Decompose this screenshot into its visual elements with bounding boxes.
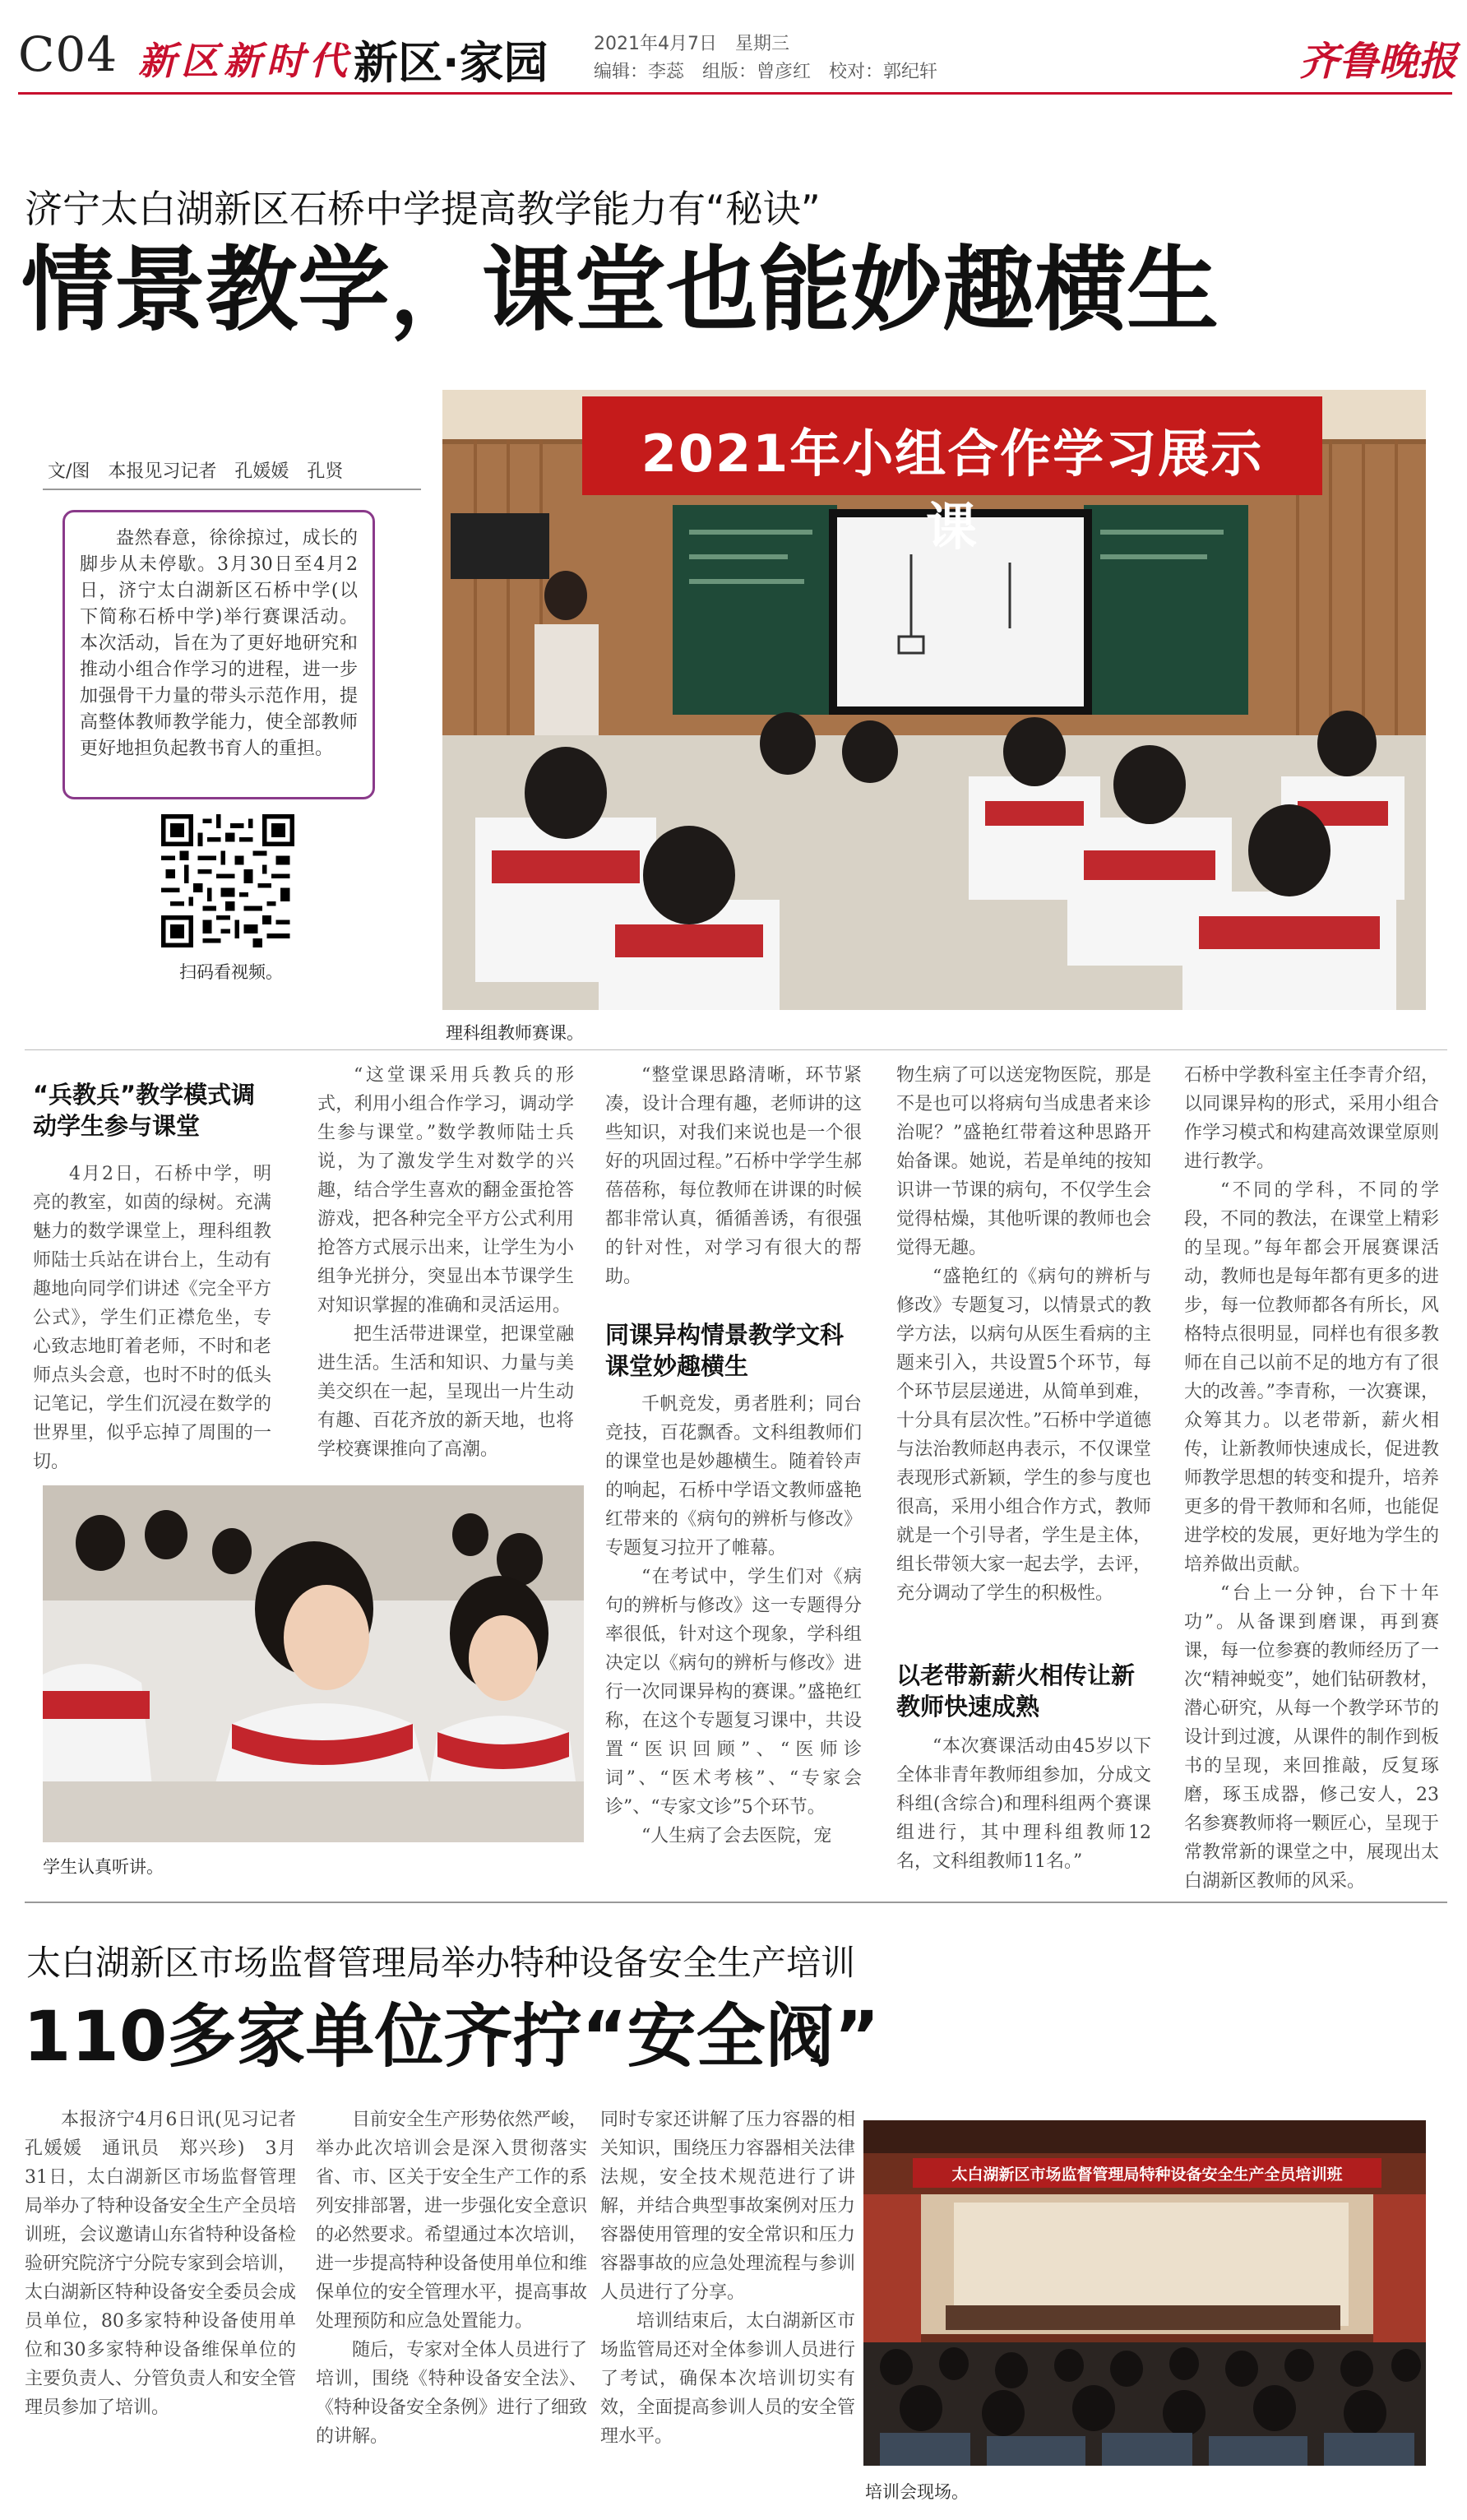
article1-col2 (317, 1061, 574, 1476)
training-banner-text: 太白湖新区市场监督管理局特种设备安全生产全员培训班 (951, 2166, 1343, 2184)
col5-paragraph-1: 石桥中学教科室主任李青介绍，以同课异构的形式，采用小组合作学习模式和构建高效课堂原则进行教学。 (1184, 1065, 1439, 1172)
article1-col4-bottom (896, 1732, 1151, 1880)
qr-caption: 扫码看视频。 (179, 962, 283, 982)
photo1-caption: 理科组教师赛课。 (446, 1023, 584, 1043)
col4-paragraph-3: “本次赛课活动由45岁以下全体非青年教师组参加，分成文科组(含综合)和理科组两个赛课组进行，其中理科组教师12名，文科组教师11名。” (896, 1736, 1151, 1872)
article2-col3-paragraph-1: 同时专家还讲解了压力容器的相关知识，围绕压力容器相关法律法规，安全技术规范进行了讲解，并结合典型事故案例对压力容器使用管理的安全常识和压力容器事故的应急处理流程与参训人员进行了分享。 (600, 2110, 855, 2303)
article1-kicker: 济宁太白湖新区石桥中学提高教学能力有“秘诀” (25, 187, 821, 231)
col2-paragraph-1: “这堂课采用兵教兵的形式，利用小组合作学习，调动学生参与课堂。”数学教师陆士兵说，为了激发学生对数学的兴趣，结合学生喜欢的翻金蛋抢答游戏，把各种完全平方公式利用抢答方式展示出来，让学生为小组争光拼分，突显出本节课学生对知识掌握的准确和灵活运用。 (317, 1065, 574, 1316)
col4-paragraph-2: “盛艳红的《病句的辨析与修改》专题复习，以情景式的教学方法，以病句从医生看病的主题来引入，共设置5个环节，每个环节层层递进，从简单到难，十分具有层次性。”石桥中学道德与法治教师赵冉表示，不仅课堂表现形式新颖，学生的参与度也很高，采用小组合作方式，教师就是一个引导者，学生是主体，组长带领大家一起去学，去评，充分调动了学生的积极性。 (896, 1267, 1151, 1604)
col3-paragraph-4: “人生病了会去医院，宠 (641, 1826, 832, 1846)
article2-headline: 110多家单位齐拧“安全阀” (23, 1996, 880, 2077)
article2-col2-paragraph-1: 目前安全生产形势依然严峻，举办此次培训会是深入贯彻落实省、市、区关于安全生产工作的系列安排部署，进一步强化安全意识的必然要求。希望通过本次培训，进一步提高特种设备使用单位和维保单位的安全管理水平，提高事故处理预防和应急处置能力。 (316, 2110, 588, 2332)
article1-col4-top (896, 1061, 1151, 1604)
article1-col3-top (605, 1061, 862, 1299)
editor-credits: 编辑：李蕊 组版：曾彦红 校对：郭纪轩 (594, 62, 938, 82)
article1-divider (25, 1049, 1447, 1050)
section1-title: “兵教兵”教学模式调动学生参与课堂 (33, 1081, 256, 1140)
byline-divider (43, 489, 421, 490)
col3-paragraph-1: “整堂课思路清晰，环节紧凑，设计合理有趣，老师讲的这些知识，对我们来说也是一个很好的巩固过程。”石桥中学学生郝蓓蓓称，每位教师在讲课的时候都非常认真，循循善诱，有很强的针对性，对学习有很大的帮助。 (605, 1065, 862, 1287)
lead-text: 盎然春意，徐徐掠过，成长的脚步从未停歇。3月30日至4月2日，济宁太白湖新区石桥中学(以下简称石桥中学)举行赛课活动。本次活动，旨在为了更好地研究和推动小组合作学习的进程，进一步加强骨干力量的带头示范作用，提高整体教师教学能力，使全部教师更好地担负起教书育人的重担。 (80, 528, 358, 759)
col1-paragraph: 4月2日，石桥中学，明亮的教室，如茵的绿树。充满魅力的数学课堂上，理科组教师陆士兵站在讲台上，生动有趣地向同学们讲述《完全平方公式》，学生们正襟危坐，专心致志地盯着老师，不时和老师点头会意，也时不时的低头记笔记，学生们沉浸在数学的世界里，似乎忘掉了周围的一切。 (33, 1164, 271, 1472)
article2-col2 (316, 2105, 587, 2484)
article2-col1 (25, 2105, 315, 2484)
col5-paragraph-2: “不同的学科，不同的学段，不同的教法，在课堂上精彩的呈现。”每年都会开展赛课活动，教师也是每年都有更多的进步，每一位教师都各有所长，风格特点很明显，同样也有很多教师在自己以前不足的地方有了很大的改善。”李青称，一次赛课，众筹其力。以老带新，薪火相传，让新教师快速成长，促进教师教学思想的转变和提升，培养更多的骨干教师和名师，也能促进学校的发展，更好地为学生的培养做出贡献。 (1184, 1180, 1439, 1575)
col3-paragraph-3: “在考试中，学生们对《病句的辨析与修改》这一专题得分率很低，针对这个现象，学科组决定以《病句的辨析与修改》进行一次同课异构的赛课。”盛艳红称，在这个专题复习课中，共设置“医识回顾”、“医师诊词”、“医术考核”、“专家会诊”、“专家文诊”5个环节。 (605, 1567, 862, 1818)
article1-col3-bottom (605, 1390, 862, 1879)
col3-paragraph-2: 千帆竞发，勇者胜利；同台竞技，百花飘香。文科组教师们的课堂也是妙趣横生。随着铃声的响起，石桥中学语文教师盛艳红带来的《病句的辨析与修改》专题复习拉开了帷幕。 (605, 1394, 862, 1559)
lead-box (62, 510, 375, 799)
article2-col1-paragraph: 本报济宁4月6日讯(见习记者 孔媛媛 通讯员 郑兴珍) 3月31日，太白湖新区市场监督管理局举办了特种设备安全生产全员培训班，会议邀请山东省特种设备检验研究院济宁分院专家到会培训，太白湖新区特种设备安全委员会成员单位，80多家特种设备使用单位和30多家特种设备维保单位的主要负责人、分管负责人和安全管理员参加了培训。 (25, 2110, 315, 2418)
training-photo (863, 2120, 1426, 2466)
article1-byline: 文/图 本报见习记者 孔媛媛 孔贤 (48, 461, 344, 482)
photo3-caption: 培训会现场。 (865, 2482, 969, 2502)
classroom-photo (442, 390, 1426, 1010)
brand-logo: 齐鲁晚报 (1299, 39, 1458, 85)
masthead-rule (18, 92, 1452, 95)
page-number: C04 (18, 26, 118, 82)
classroom-banner-text: 2021年小组合作学习展示课 (641, 424, 1264, 557)
article2-col2-paragraph-2: 随后，专家对全体人员进行了培训，围绕《特种设备安全法》、《特种设备安全条例》进行了细致的讲解。 (316, 2340, 588, 2447)
article2-col3 (600, 2105, 855, 2484)
col5-paragraph-3: “台上一分钟，台下十年功”。从备课到磨课，再到赛课，每一位参赛的教师经历了一次“精神蜕变”，她们钻研教材，潜心研究，从每一个教学环节的设计到过渡，从课件的制作到板书的呈现，来回推敲，反复琢磨，琢玉成器，修己安人，23名参赛教师将一颗匠心，呈现于常教常新的课堂之中，展现出太白湖新区教师的风采。 (1184, 1583, 1439, 1892)
article2-top-rule (25, 1902, 1447, 1903)
article2-kicker: 太白湖新区市场监督管理局举办特种设备安全生产培训 (26, 1943, 856, 1983)
photo2-caption: 学生认真听讲。 (43, 1857, 164, 1877)
section2-title: 同课异构情景教学文科课堂妙趣横生 (605, 1321, 845, 1380)
article1-col5 (1184, 1061, 1439, 1892)
article1-headline: 情景教学，课堂也能妙趣横生 (21, 237, 1219, 344)
section3-title: 以老带新薪火相传让新教师快速成熟 (896, 1661, 1136, 1721)
article2-col3-paragraph-2: 培训结束后，太白湖新区市场监管局还对全体参训人员进行了考试，确保本次培训切实有效，全面提高参训人员的安全管理水平。 (600, 2311, 855, 2447)
paper-name-logo: 新区新时代 (138, 39, 352, 83)
article1-col1 (33, 1160, 271, 1474)
issue-date: 2021年4月7日 星期三 (594, 34, 789, 54)
qr-code-icon[interactable] (161, 814, 294, 947)
students-photo (43, 1485, 584, 1842)
col4-paragraph-1: 物生病了可以送宠物医院，那是不是也可以将病句当成患者来诊治呢？”盛艳红带着这种思路开始备课。她说，若是单纯的按知识讲一节课的病句，不仅学生会觉得枯燥，其他听课的教师也会觉得无趣。 (896, 1065, 1151, 1258)
section-title: 新区·家园 (354, 37, 548, 89)
col2-paragraph-2: 把生活带进课堂，把课堂融进生活。生活和知识、力量与美美交织在一起，呈现出一片生动有趣、百花齐放的新天地，也将学校赛课推向了高潮。 (317, 1324, 574, 1460)
